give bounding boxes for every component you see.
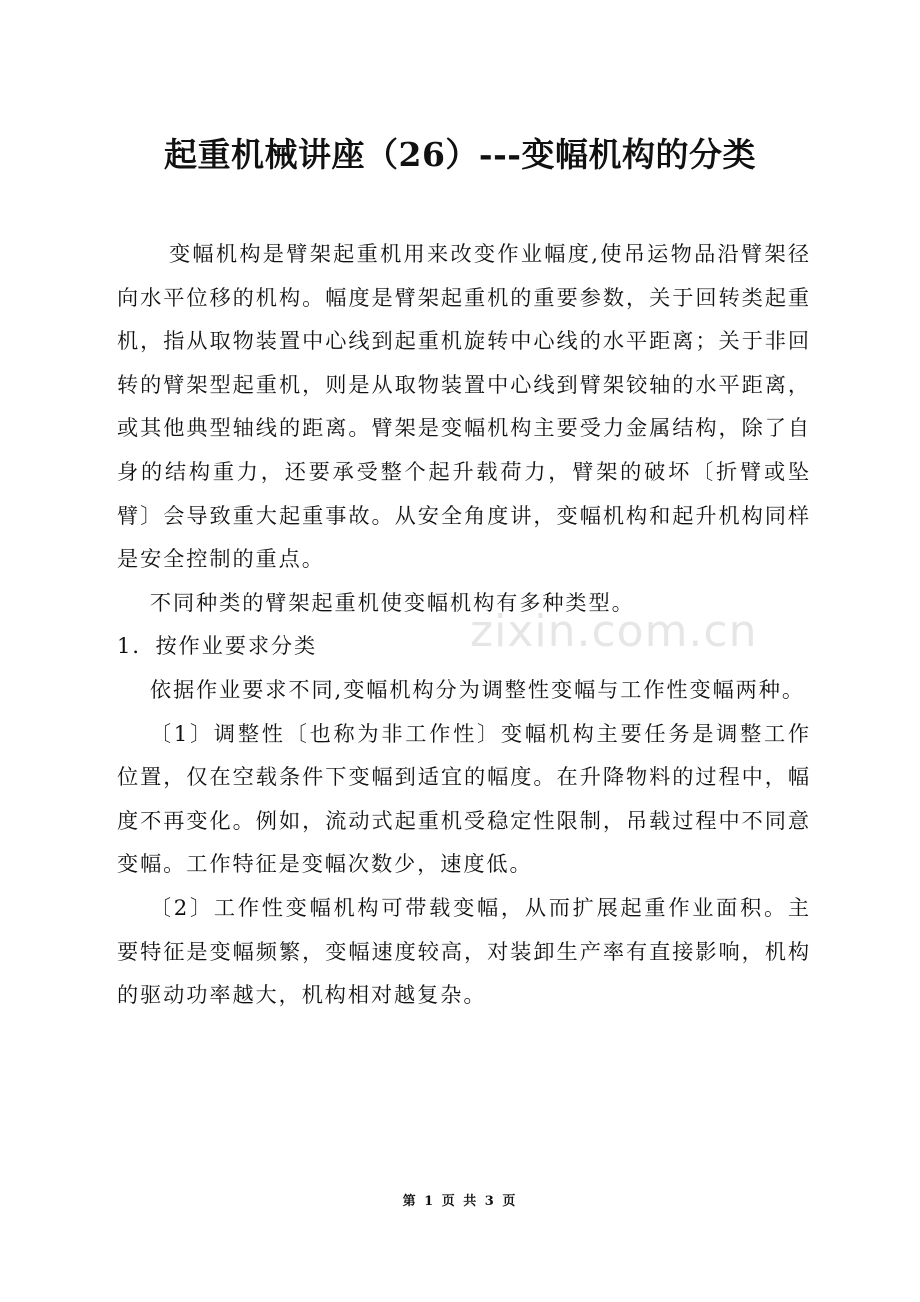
page-footer: 第 1 页 共 3 页 [402, 1194, 518, 1209]
document-body [117, 232, 811, 1017]
paragraph-intro: 变幅机构是臂架起重机用来改变作业幅度,使吊运物品沿臂架径向水平位移的机构。幅度是臂架起重机的重要参数，关于回转类起重机，指从取物装置中心线到起重机旋转中心线的水平距离；关于非回转的臂架型起重机，则是从取物装置中心线到臂架铰轴的水平距离，或其他典型轴线的距离。臂架是变幅机构主要受力金属结构，除了自身的结构重力，还要承受整个起升载荷力，臂架的破坏〔折臂或坠臂〕会导致重大起重事故。从安全角度讲，变幅机构和起升机构同样是安全控制的重点。 [117, 241, 811, 572]
section-heading: 1．按作业要求分类 [117, 633, 318, 659]
watermark: zixin.com.cn [470, 606, 758, 657]
paragraph-types: 不同种类的臂架起重机使变幅机构有多种类型。 [149, 589, 635, 615]
paragraph-classification: 依据作业要求不同,变幅机构分为调整性变幅与工作性变幅两种。 [149, 676, 805, 702]
paragraph-item-2: 〔2〕工作性变幅机构可带载变幅，从而扩展起重作业面积。主要特征是变幅频繁，变幅速度较高，对装卸生产率有直接影响，机构的驱动功率越大，机构相对越复杂。 [117, 894, 811, 1008]
document-title: 起重机械讲座（26）---变幅机构的分类 [163, 135, 756, 174]
paragraph-item-1: 〔1〕调整性〔也称为非工作性〕变幅机构主要任务是调整工作位置，仅在空载条件下变幅到适宜的幅度。在升降物料的过程中，幅度不再变化。例如，流动式起重机受稳定性限制，吊载过程中不同意变幅。工作特征是变幅次数少，速度低。 [117, 720, 811, 877]
